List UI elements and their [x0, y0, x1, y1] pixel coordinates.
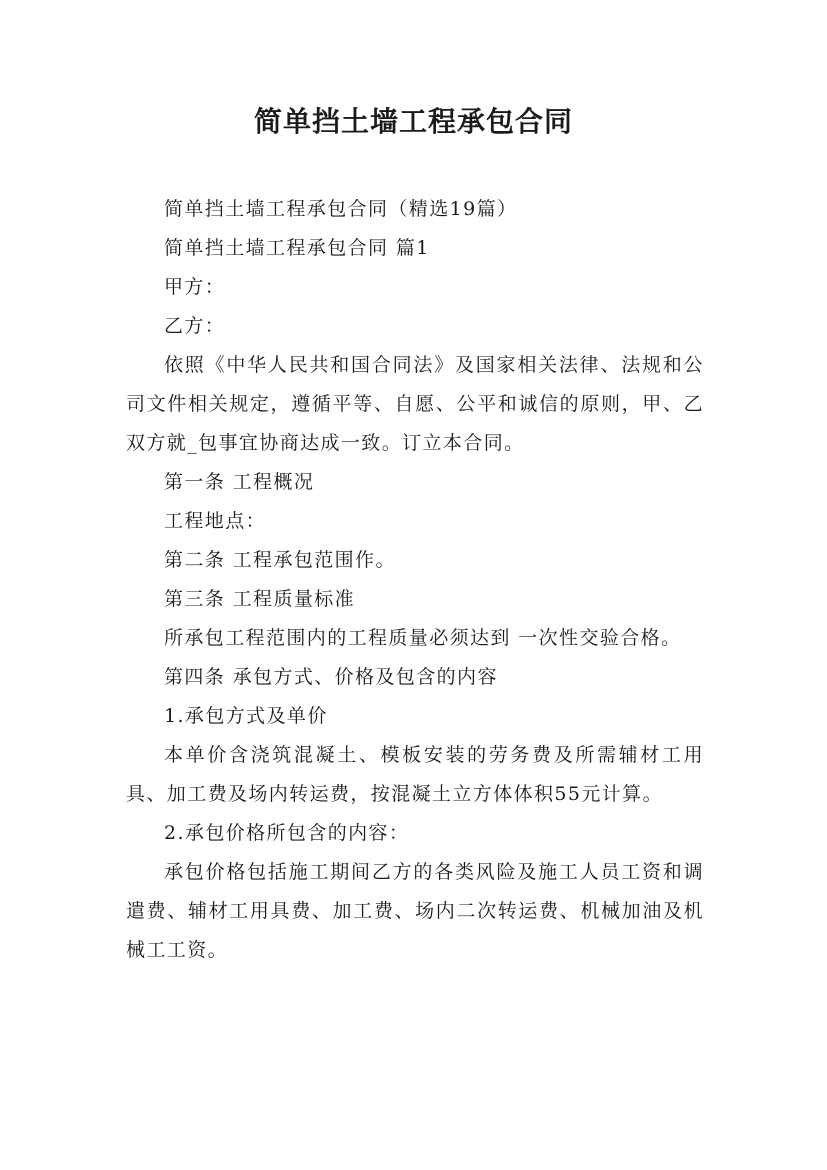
- paragraph-party-b: 乙方：: [164, 315, 226, 337]
- paragraph-item-1: 1.承包方式及单价: [164, 705, 328, 727]
- paragraph-article-4: 第四条 承包方式、价格及包含的内容: [164, 666, 498, 688]
- paragraph-preamble: 依照《中华人民共和国合同法》及国家相关法律、法规和公司文件相关规定，遵循平等、自愿、公平和诚信的原则，甲、乙双方就_包事宜协商达成一致。订立本合同。: [126, 354, 704, 454]
- paragraph-article-3: 第三条 工程质量标准: [164, 588, 356, 610]
- document-body: [126, 190, 704, 970]
- paragraph-subtitle: 简单挡土墙工程承包合同（精选19篇）: [164, 198, 518, 220]
- paragraph-section-heading: 简单挡土墙工程承包合同 篇1: [164, 237, 430, 259]
- paragraph-article-2: 第二条 工程承包范围作。: [164, 549, 396, 571]
- paragraph-party-a: 甲方：: [164, 276, 226, 298]
- paragraph-quality-requirement: 所承包工程范围内的工程质量必须达到 一次性交验合格。: [164, 627, 682, 649]
- paragraph-unit-price: 本单价含浇筑混凝土、模板安装的劳务费及所需辅材工用具、加工费及场内转运费，按混凝土立方体体积55元计算。: [126, 744, 704, 805]
- paragraph-project-location: 工程地点：: [164, 510, 267, 532]
- paragraph-item-2: 2.承包价格所包含的内容：: [164, 822, 410, 844]
- document-title: 简单挡土墙工程承包合同: [253, 105, 573, 138]
- paragraph-price-contents: 承包价格包括施工期间乙方的各类风险及施工人员工资和调遣费、辅材工用具费、加工费、场内二次转运费、机械加油及机械工工资。: [126, 861, 704, 961]
- paragraph-article-1: 第一条 工程概况: [164, 471, 315, 493]
